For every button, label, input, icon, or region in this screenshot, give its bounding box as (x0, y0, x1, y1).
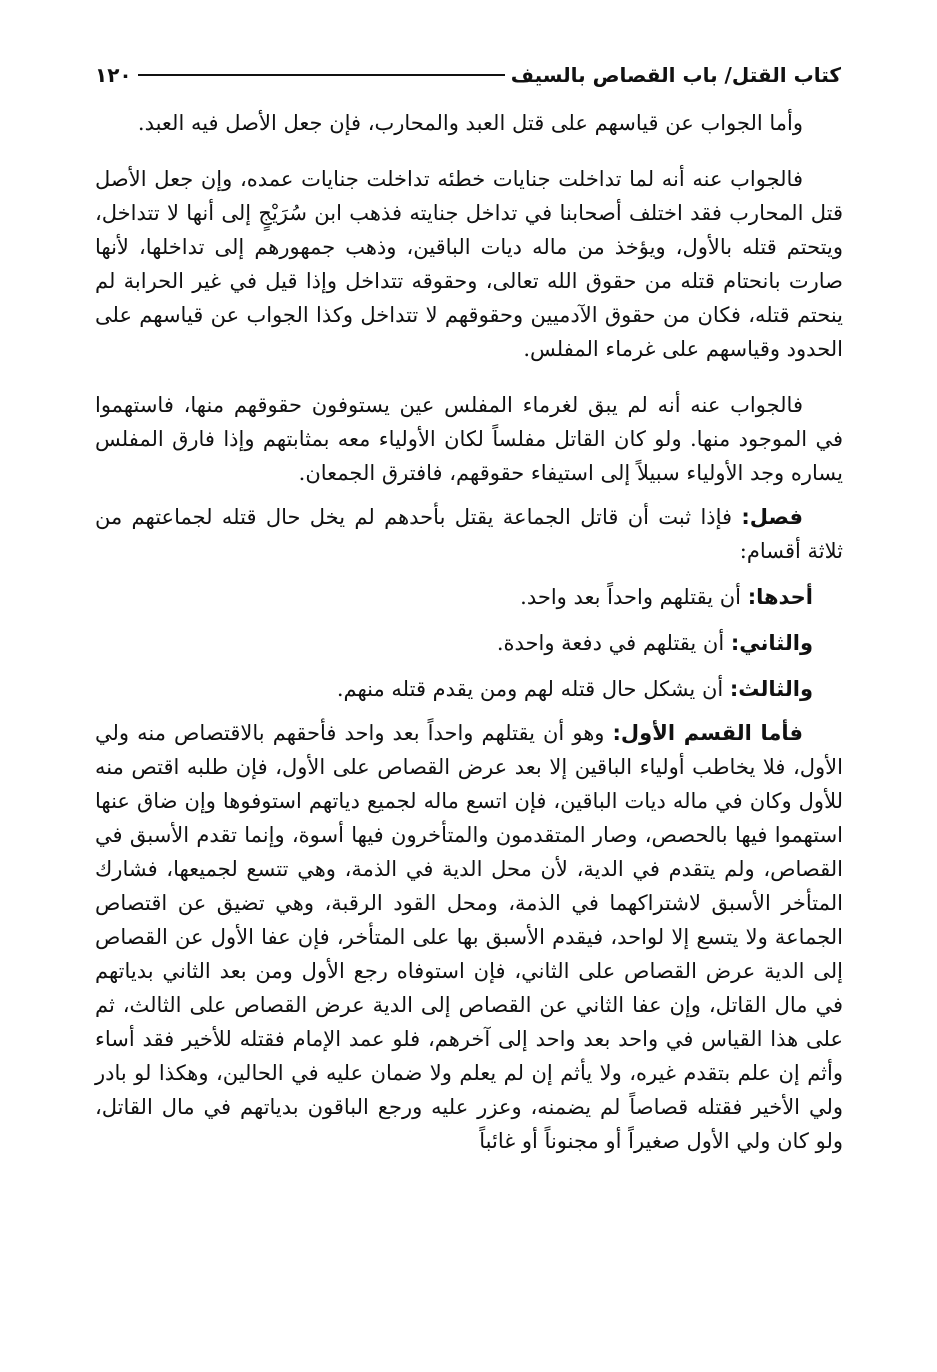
item-label: والثاني: (730, 631, 813, 655)
list-item-first (95, 580, 843, 614)
page-header (85, 58, 847, 92)
page-body (95, 106, 843, 1158)
item-text: أن يقتلهم واحداً بعد واحد. (520, 585, 741, 609)
paragraph-text: وهو أن يقتلهم واحداً بعد واحد فأحقهم بالاقتصاص منه ولي الأول، فلا يخاطب أولياء الباقين إلا بعد عرض القصاص على الأول، فإن طلبه اقتص منه للأول وكان في ماله ديات الباقين، فإن اتسع ماله لجميع دياتهم استوفوها وإن ضاق عنها استهموا فيها بالحصص، وصار المتقدمون والمتأخرون فيها أسوة، وإنما تقدم الأسبق في القصاص، ولم يتقدم في الدية، لأن محل الدية في الذمة، وهي تتسع لجميعها، فشارك المتأخر الأسبق لاشتراكهما في الذمة، ومحل القود الرقبة، وهي تضيق عن اقتصاص الجماعة ولا يتسع إلا لواحد، فيقدم الأسبق بها على المتأخر، فإن عفا الأول عن القصاص إلى الدية عرض القصاص على الثاني، فإن استوفاه رجع الأول ومن بعد الثاني بدياتهم في مال القاتل، وإن عفا الثاني عن القصاص إلى الدية عرض القصاص على الثالث، ثم على هذا القياس في واحد بعد واحد إلى آخرهم، فلو عمد الإمام فقتله للأخير فقد أساء وأثم إن علم بتقدم غيره، ولا يأثم إن لم يعلم ولا ضمان عليه في الحالين، وهكذا لو بادر ولي الأخير فقتله قصاصاً لم يضمنه، وعزر عليه ورجع الباقون بدياتهم في مال القاتل، ولو كان ولي الأول صغيراً أو مجنوناً أو غائباً (95, 721, 843, 1153)
paragraph-reply-errors (95, 162, 843, 366)
item-text: أن يقتلهم في دفعة واحدة. (496, 631, 725, 655)
paragraph-reply-slave (95, 106, 843, 140)
paragraph-text: وأما الجواب عن قياسهم على قتل العبد والمحارب، فإن جعل الأصل فيه العبد. (137, 111, 803, 135)
page-number: ١٢٠ (95, 63, 132, 87)
header-rule (138, 74, 505, 76)
paragraph-text: فالجواب عنه أنه لم يبق لغرماء المفلس عين يستوفون حقوقهم منها، فاستهموا في الموجود منها. ولو كان القاتل مفلساً لكان الأولياء معه بمثابتهم وإذا فارق المفلس يساره وجد الأولياء سبيلاً إلى استيفاء حقوقهم، فافترق الجمعان. (95, 393, 843, 485)
item-label: أحدها: (747, 585, 813, 609)
paragraph-reply-bankrupt (95, 388, 843, 490)
list-item-third (95, 672, 843, 706)
paragraph-text: فالجواب عنه أنه لما تداخلت جنايات خطئه تداخلت جنايات عمده، وإن جعل الأصل قتل المحارب فقد اختلف أصحابنا في تداخل جنايته فذهب ابن سُرَيْجٍ إلى أنها لا تتداخل، ويتحتم قتله بالأول، ويؤخذ من ماله ديات الباقين، وذهب جمهورهم إلى تداخلها، لأنها صارت بانحتام قتله من حقوق الله تعالى، وحقوقه تتداخل وإذا قيل في غير الحرابة لم ينحتم قتله، فكان من حقوق الآدميين وحقوقهم لا تتداخل وكذا الجواب عن قياسهم على الحدود وقياسهم على غرماء المفلس. (95, 167, 843, 361)
list-item-second (95, 626, 843, 660)
section-label: فأما القسم الأول: (612, 721, 804, 745)
paragraph-first-section (95, 716, 843, 1158)
paragraph-text: فإذا ثبت أن قاتل الجماعة يقتل بأحدهم لم يخل حال قتله لجماعتهم من ثلاثة أقسام: (95, 505, 843, 563)
paragraph-fasl (95, 500, 843, 568)
item-label: والثالث: (729, 677, 813, 701)
running-title: كتاب القتل/ باب القصاص بالسيف (510, 63, 841, 87)
section-label: فصل: (741, 505, 803, 529)
item-text: أن يشكل حال قتله لهم ومن يقدم قتله منهم. (336, 677, 724, 701)
